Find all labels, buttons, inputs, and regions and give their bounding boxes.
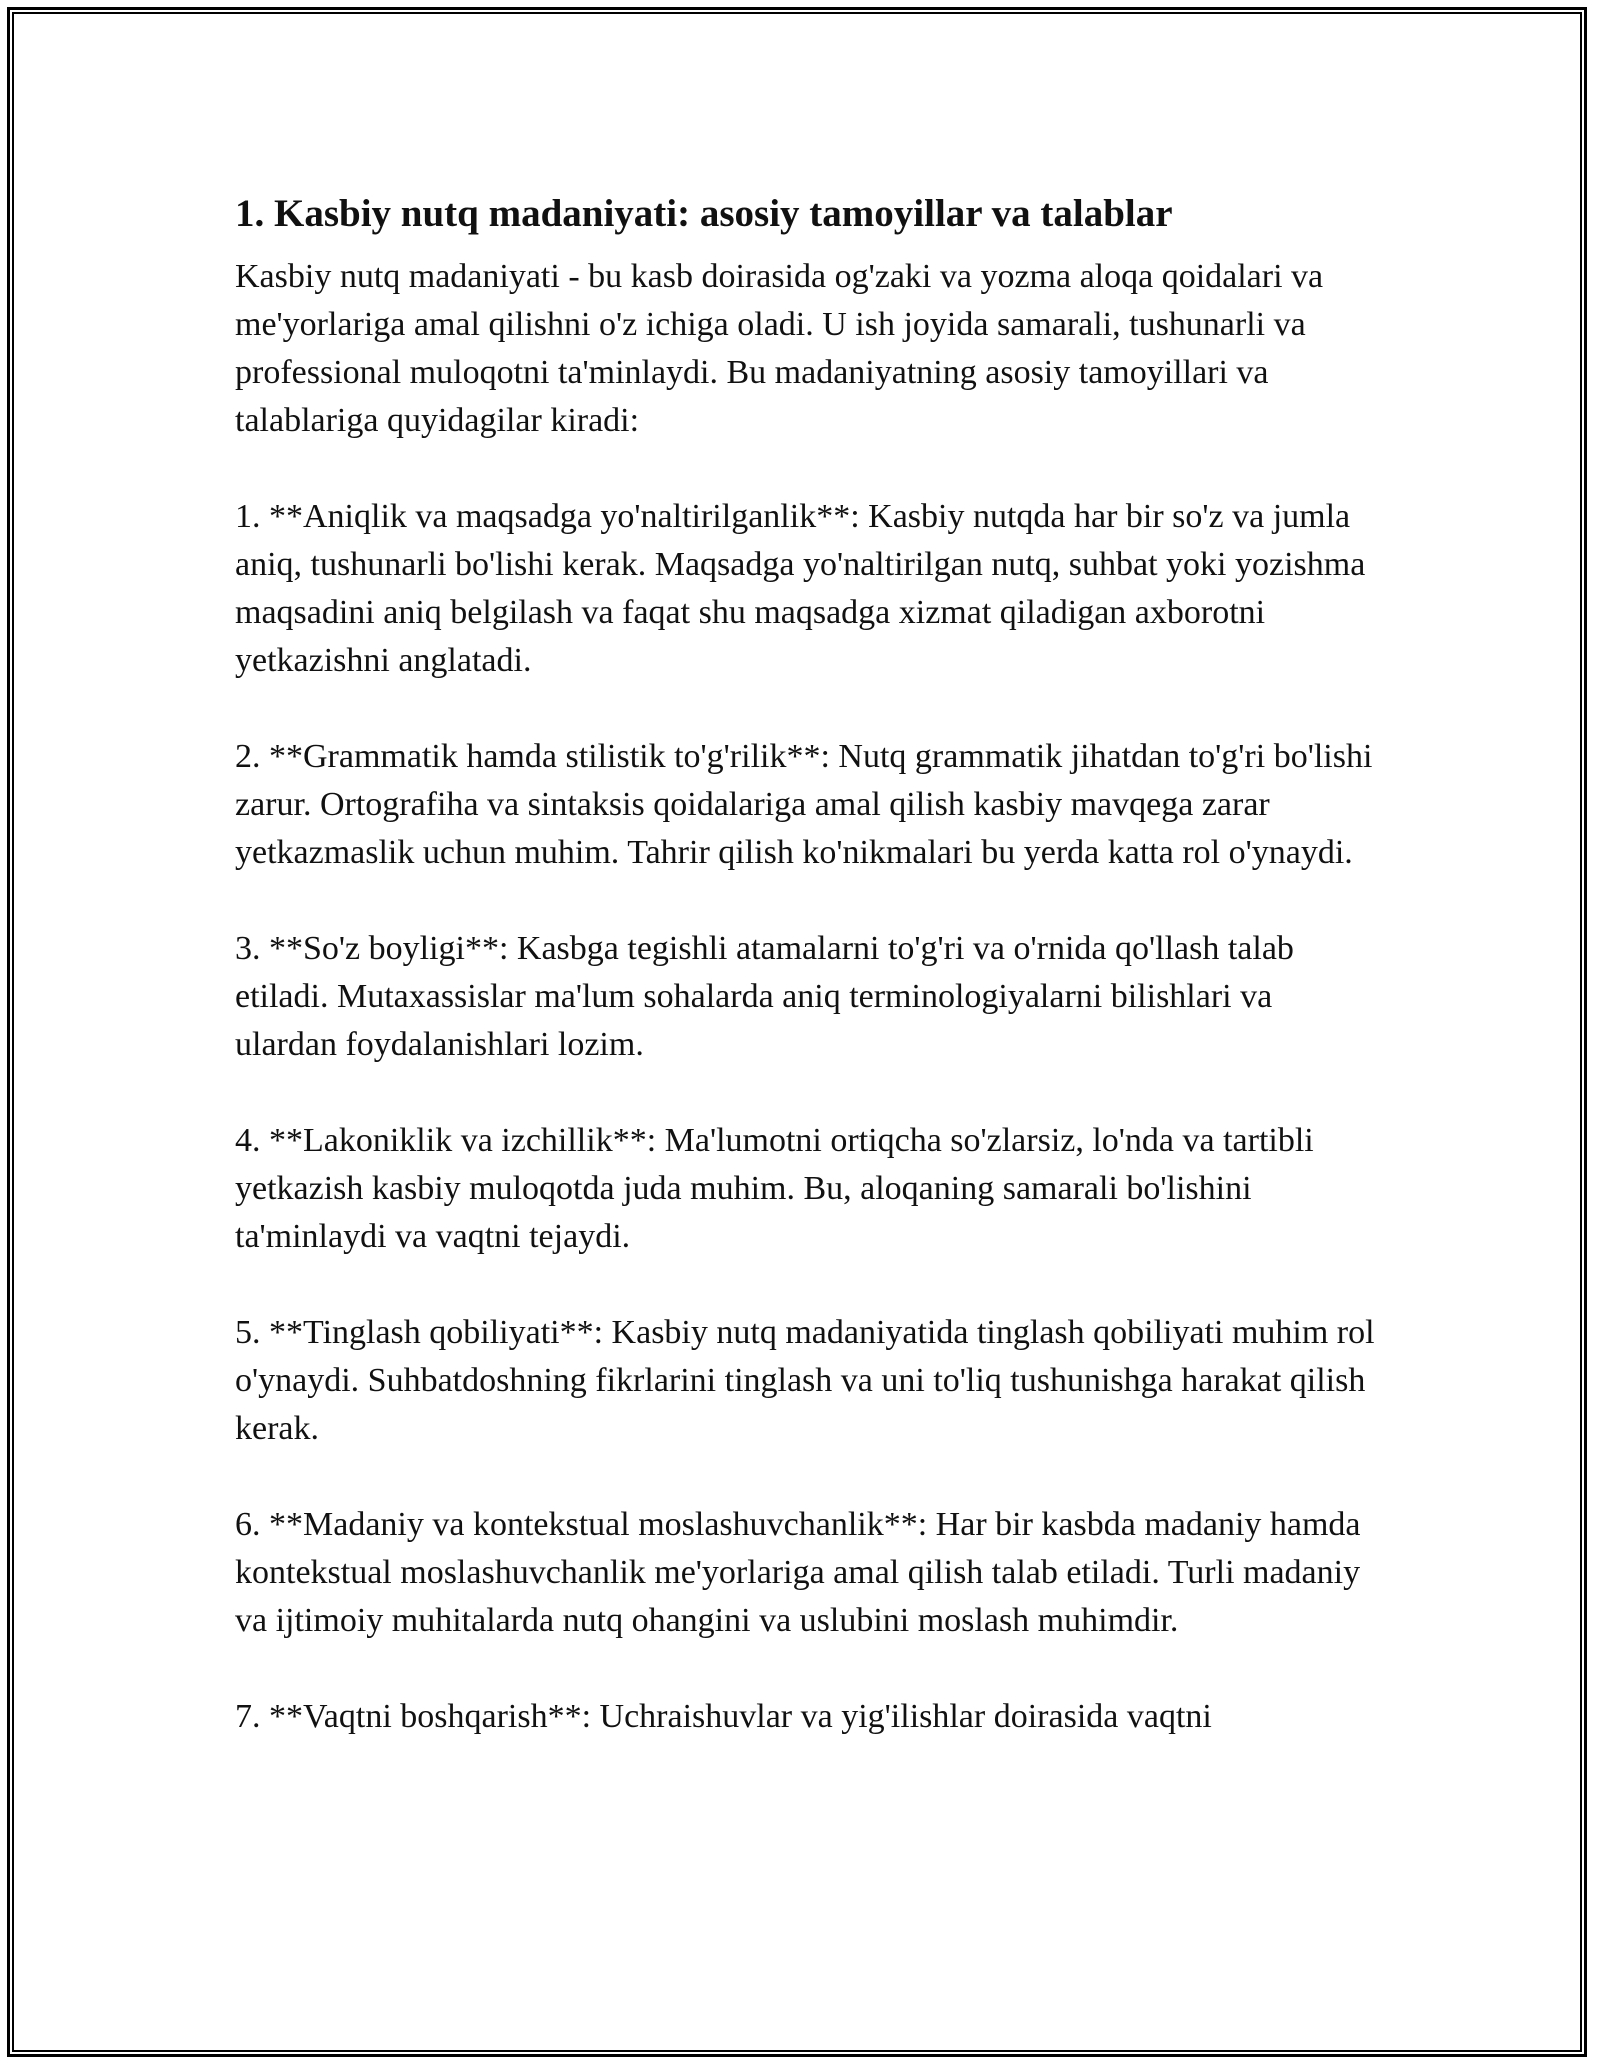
list-item-4: 4. **Lakoniklik va izchillik**: Ma'lumotni ortiqcha so'zlarsiz, lo'nda va tartibli yetkazish kasbiy muloqotda juda muhim. Bu, aloqaning samarali bo'lishini ta'minlaydi va vaqtni tejaydi. <box>235 1122 1314 1255</box>
list-item-1: 1. **Aniqlik va maqsadga yo'naltirilganlik**: Kasbiy nutqda har bir so'z va jumla aniq, tushunarli bo'lishi kerak. Maqsadga yo'naltirilgan nutq, suhbat yoki yozishma maqsadini aniq belgilash va faqat shu maqsadga xizmat qiladigan axborotni yetkazishni anglatadi. <box>235 498 1366 679</box>
list-item-2: 2. **Grammatik hamda stilistik to'g'rilik**: Nutq grammatik jihatdan to'g'ri bo'lishi zarur. Ortografiha va sintaksis qoidalariga amal qilish kasbiy mavqega zarar yetkazmaslik uchun muhim. Tahrir qilish ko'nikmalari bu yerda katta rol o'ynaydi. <box>235 738 1373 871</box>
list-item-5: 5. **Tinglash qobiliyati**: Kasbiy nutq madaniyatida tinglash qobiliyati muhim rol o'ynaydi. Suhbatdoshning fikrlarini tinglash va uni to'liq tushunishga harakat qilish kerak. <box>235 1314 1375 1447</box>
list-item-7: 7. **Vaqtni boshqarish**: Uchraishuvlar va yig'ilishlar doirasida vaqtni <box>235 1698 1212 1735</box>
intro-paragraph: Kasbiy nutq madaniyati - bu kasb doirasida og'zaki va yozma aloqa qoidalari va me'yorlariga amal qilishni o'z ichiga oladi. U ish joyida samarali, tushunarli va professional muloqotni ta'minlaydi. Bu madaniyatning asosiy tamoyillari va talablariga quyidagilar kiradi: <box>235 258 1324 439</box>
list-item-6: 6. **Madaniy va kontekstual moslashuvchanlik**: Har bir kasbda madaniy hamda kontekstual moslashuvchanlik me'yorlariga amal qilish talab etiladi. Turli madaniy va ijtimoiy muhitalarda nutq ohangini va uslubini moslash muhimdir. <box>235 1506 1361 1639</box>
document-body <box>235 185 1375 1789</box>
section-heading: 1. Kasbiy nutq madaniyati: asosiy tamoyillar va talablar <box>235 192 1173 235</box>
list-item-3: 3. **So'z boyligi**: Kasbga tegishli atamalarni to'g'ri va o'rnida qo'llash talab etiladi. Mutaxassislar ma'lum sohalarda aniq terminologiyalarni bilishlari va ulardan foydalanishlari lozim. <box>235 930 1294 1063</box>
